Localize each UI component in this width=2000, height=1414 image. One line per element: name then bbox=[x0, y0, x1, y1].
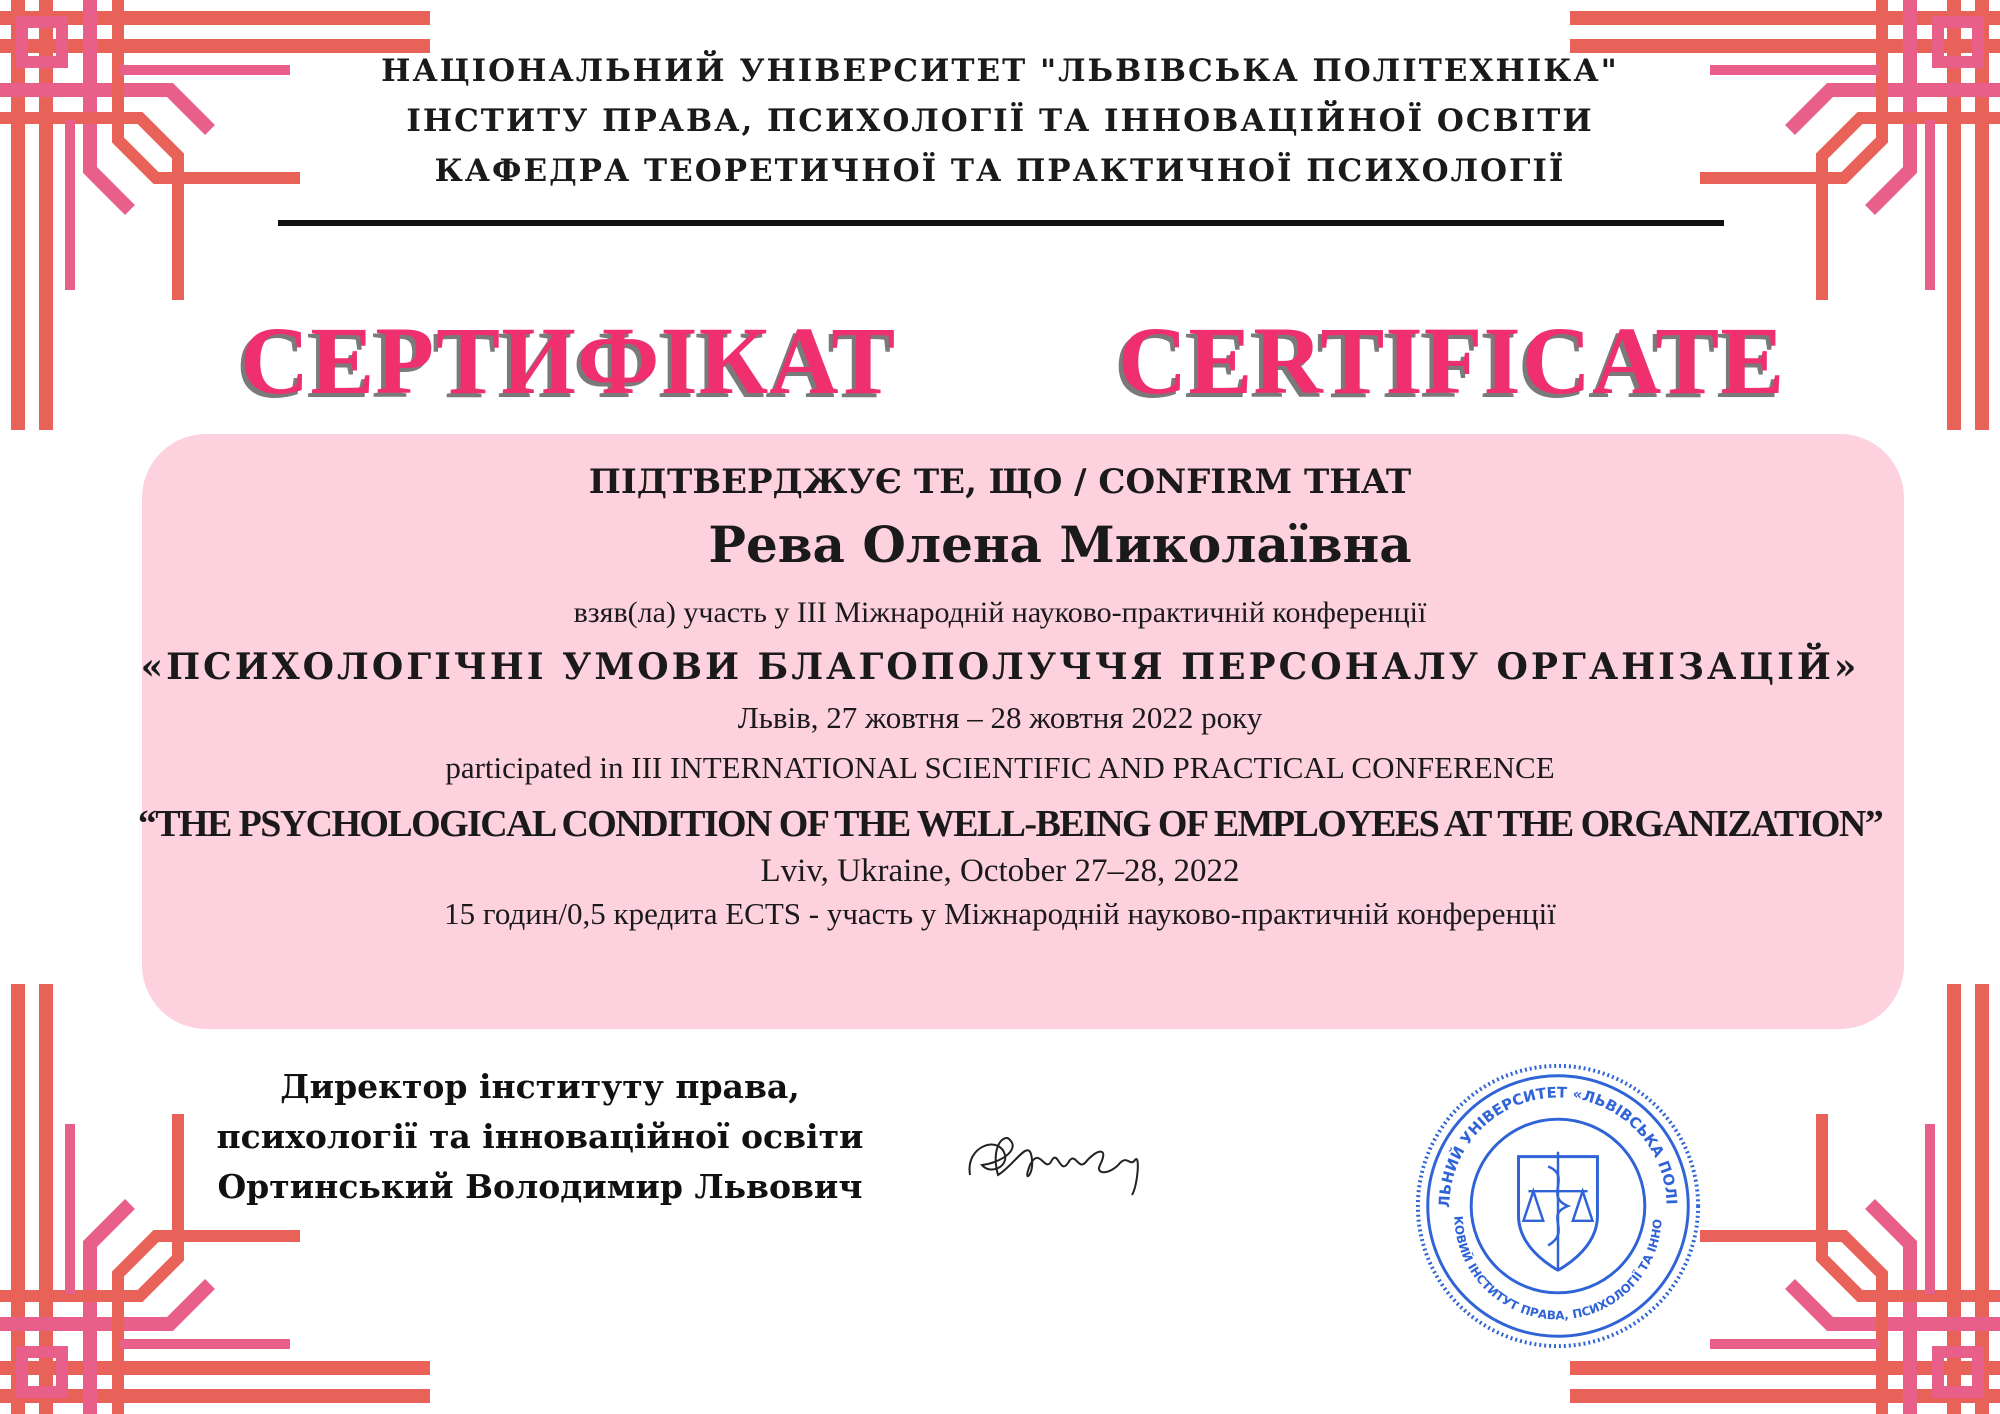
certificate-title-en: CERTIFICATE bbox=[1118, 307, 1786, 414]
recipient-name: Рева Олена Миколаївна bbox=[708, 515, 1412, 574]
institute-stamp bbox=[1410, 1058, 1706, 1354]
stamp-outer-text: ЛЬНИЙ УНІВЕРСИТЕТ «ЛЬВІВСЬКА ПОЛІ bbox=[1436, 1084, 1680, 1209]
institution-header bbox=[0, 46, 2000, 196]
stamp-inner-text: КОВИЙ ІНСТИТУТ ПРАВА, ПСИХОЛОГІЇ ТА ІННО bbox=[1451, 1215, 1665, 1323]
conference-title-ua: «ПСИХОЛОГІЧНІ УМОВИ БЛАГОПОЛУЧЧЯ ПЕРСОНАЛУ ОРГАНІЗАЦІЙ» bbox=[140, 646, 1860, 688]
confirm-heading: ПІДТВЕРДЖУЄ ТЕ, ЩО / CONFIRM THAT bbox=[588, 462, 1412, 502]
header-department: КАФЕДРА ТЕОРЕТИЧНОЇ ТА ПРАКТИЧНОЇ ПСИХОЛОГІЇ bbox=[434, 153, 1566, 189]
header-university: НАЦІОНАЛЬНИЙ УНІВЕРСИТЕТ "ЛЬВІВСЬКА ПОЛІТЕХНІКА" bbox=[381, 53, 1619, 89]
director-title-line1: Директор інституту права, bbox=[280, 1067, 800, 1106]
participation-text-en: participated in III INTERNATIONAL SCIENTIFIC AND PRACTICAL CONFERENCE bbox=[445, 750, 1555, 785]
director-title-line2: психології та інноваційної освіти bbox=[216, 1117, 864, 1156]
director-name: Ортинський Володимир Львович bbox=[217, 1167, 863, 1206]
director-block bbox=[200, 1062, 880, 1212]
place-date-ua: Львів, 27 жовтня – 28 жовтня 2022 року bbox=[737, 700, 1263, 735]
certificate-title-ua: СЕРТИФІКАТ bbox=[240, 307, 897, 414]
participation-text-ua: взяв(ла) участь у ІІІ Міжнародній науково-практичній конференції bbox=[573, 596, 1427, 629]
place-date-en: Lviv, Ukraine, October 27–28, 2022 bbox=[760, 853, 1240, 889]
conference-title-en: “THE PSYCHOLOGICAL CONDITION OF THE WELL-BEING OF EMPLOYEES AT THE ORGANIZATION” bbox=[137, 803, 1883, 845]
header-divider bbox=[278, 220, 1724, 226]
director-signature bbox=[960, 1105, 1180, 1205]
credits-text: 15 годин/0,5 кредита ECTS - участь у Міжнародній науково-практичній конференції bbox=[444, 896, 1556, 931]
header-institute: ІНСТИТУ ПРАВА, ПСИХОЛОГІЇ ТА ІННОВАЦІЙНОЇ ОСВІТИ bbox=[406, 103, 1594, 139]
